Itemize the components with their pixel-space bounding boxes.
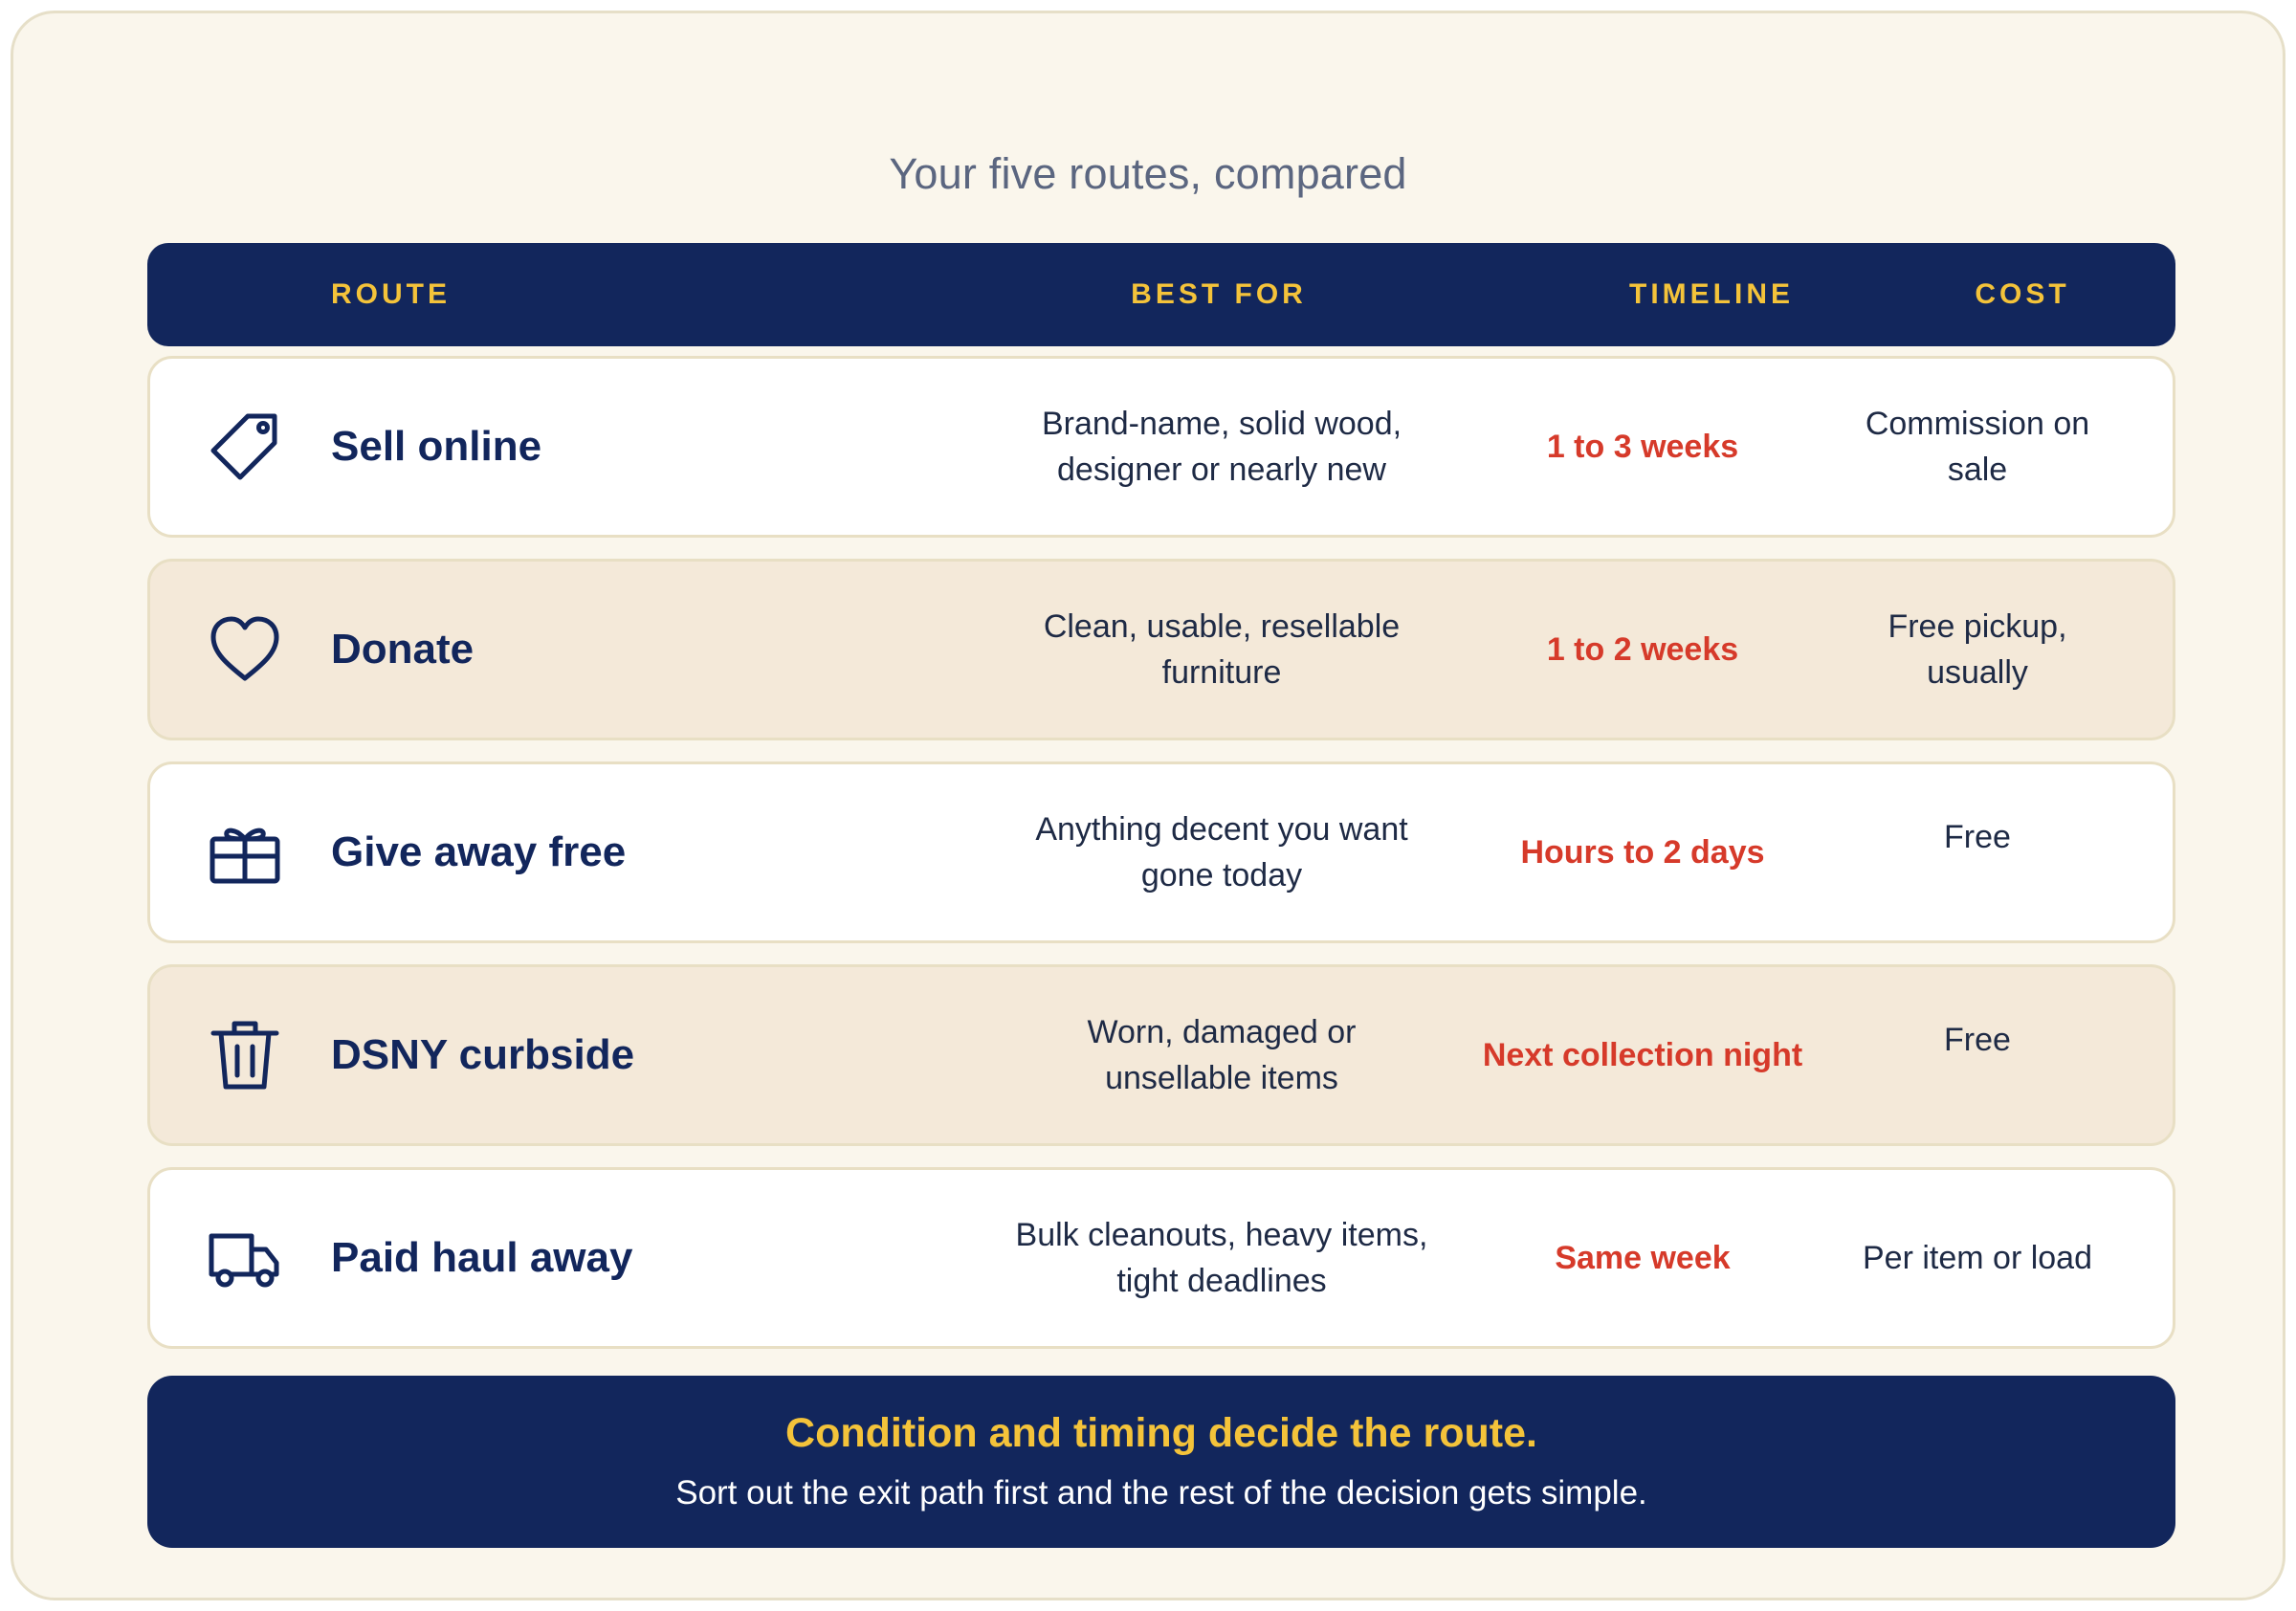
heart-icon: [208, 612, 282, 687]
column-header-best-for: BEST FOR: [1131, 278, 1307, 310]
cost-cell: [1834, 967, 2121, 1143]
cost-text: Per item or load: [1863, 1240, 2092, 1276]
cost-cell: [1834, 764, 2121, 940]
best-for-text: Anything decent you want gone today: [1035, 811, 1408, 894]
summary-headline: Condition and timing decide the route.: [785, 1410, 1537, 1456]
page-title: Your five routes, compared: [889, 149, 1407, 198]
route-name: Donate: [331, 626, 475, 673]
truck-icon: [208, 1221, 282, 1295]
timeline-cell: 1 to 2 weeks: [1546, 631, 1739, 668]
timeline-cell: Same week: [1555, 1240, 1731, 1276]
cost-cell: [1834, 562, 2121, 738]
cost-text: Free: [1944, 819, 2011, 855]
best-for-text: Brand-name, solid wood, designer or nearly new: [1041, 406, 1402, 488]
timeline-cell: Next collection night: [1482, 1037, 1803, 1073]
route-name: Paid haul away: [331, 1234, 633, 1281]
table-row: [147, 964, 2175, 1146]
cost-text: Free pickup, usually: [1888, 608, 2067, 691]
table-row: [147, 1167, 2175, 1349]
route-name: Sell online: [331, 423, 542, 470]
table-row: [147, 761, 2175, 943]
gift-icon: [208, 815, 282, 890]
best-for-text: Clean, usable, resellable furniture: [1043, 608, 1401, 691]
trash-can-icon: [208, 1018, 282, 1092]
table-header: [147, 243, 2175, 346]
comparison-card: [11, 11, 2285, 1600]
cost-cell: [1834, 359, 2121, 535]
route-name: Give away free: [331, 828, 627, 875]
timeline-cell: Hours to 2 days: [1520, 834, 1765, 871]
column-header-timeline: TIMELINE: [1629, 278, 1794, 310]
best-for-text: Bulk cleanouts, heavy items, tight deadlines: [1015, 1217, 1428, 1299]
cost-text: Free: [1944, 1022, 2011, 1058]
table-row: [147, 356, 2175, 538]
table-row: [147, 559, 2175, 740]
price-tag-icon: [208, 409, 282, 484]
best-for-text: Worn, damaged or unsellable items: [1087, 1014, 1357, 1096]
summary-banner: [147, 1376, 2175, 1548]
cost-cell: [1834, 1170, 2121, 1346]
summary-subtext: Sort out the exit path first and the rest of the decision gets simple.: [675, 1474, 1647, 1512]
timeline-cell: 1 to 3 weeks: [1546, 429, 1739, 465]
route-name: DSNY curbside: [331, 1031, 635, 1078]
column-header-route: ROUTE: [331, 278, 451, 310]
column-header-cost: COST: [1975, 278, 2070, 310]
cost-text: Commission on sale: [1865, 406, 2090, 488]
